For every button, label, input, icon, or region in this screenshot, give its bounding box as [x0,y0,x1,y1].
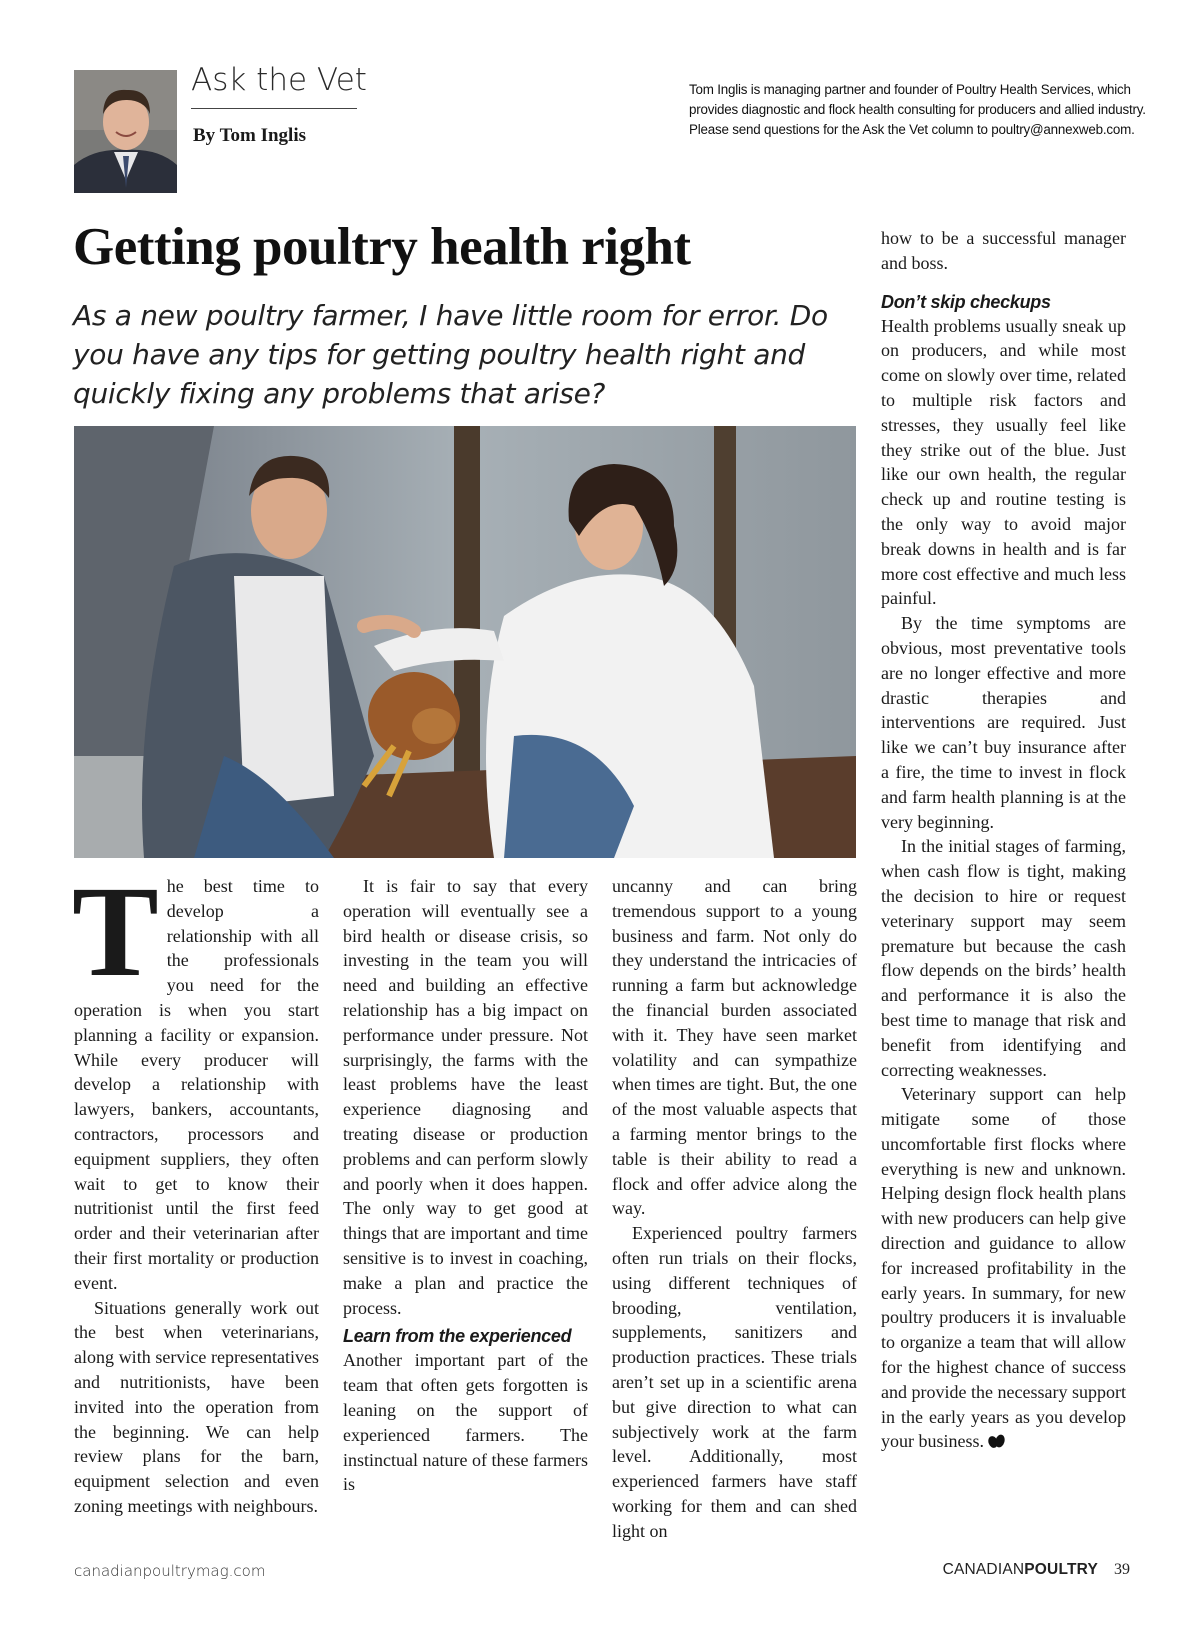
body-paragraph: In the initial stages of farming, when cash flow is tight, making the decision to hire or request veterinary support may seem premature but because the cash flow depends on the birds’ health and performance it is also the best time to manage that risk and benefit from identifying and correcting weaknesses. [881,836,1126,1080]
farmer-and-vet-with-chicken-image [74,426,856,858]
author-photo [74,70,177,193]
article-column-4 [881,226,1126,1454]
byline: By Tom Inglis [193,125,306,146]
body-paragraph-final [881,1082,1126,1454]
drop-cap: T [72,860,159,1004]
title-divider [191,108,357,109]
body-paragraph: Another important part of the team that often gets forgotten is leaning on the support of experienced farmers. The instinctual nature of these farmers is [343,1350,588,1495]
section-heading-learn-from-the-experienced: Learn from the experienced [343,1326,572,1347]
footer-magazine [943,1561,1130,1579]
column-title: Ask the Vet [191,62,367,98]
body-paragraph: Experienced poultry farmers often run trials on their flocks, using different techniques of brooding, ventilation, supplements, sanitizers and production practices. These trials aren’t set up in a scientific arena but give direction to what can subjectively work at the farm level. Additionally, most experienced farmers have staff working for them and can shed light on [612,1223,857,1541]
body-paragraph: how to be a successful manager and boss. [881,228,1126,273]
article-column-2 [343,874,588,1497]
hero-photo [74,426,856,858]
reader-question: As a new poultry farmer, I have little room for error. Do you have any tips for getting poultry health right and quickly fixing any problems that arise? [73,299,828,410]
body-paragraph: It is fair to say that every operation will eventually see a bird health or disease crisis, so investing in the team you will need and building an effective relationship has a big impact on performance under pressure. Not surprisingly, the farms with the least problems have the least experience diagnosing and treating disease or production problems and can perform slowly and poorly when it does happen. The only way to get good at things that are important and time sensitive is to invest in coaching, make a plan and practice the process. [343,876,588,1318]
author-bio: Tom Inglis is managing partner and founder of Poultry Health Services, which provides diagnostic and flock health consulting for producers and allied industry. Please send questions for the Ask the Vet column to poultry@annexweb.com. [689,82,1146,137]
footer-website: canadianpoultrymag.com [74,1562,266,1580]
magazine-name-part-2: POULTRY [1024,1561,1098,1578]
end-of-article-icon [988,1433,1005,1449]
page-number: 39 [1114,1561,1130,1578]
magazine-name-part-1: CANADIAN [942,1561,1025,1578]
body-paragraph: By the time symptoms are obvious, most preventative tools are no longer effective and more drastic therapies and interventions are required. Just like we can’t buy insurance after a fire, the time to invest in flock and farm health planning is at the very beginning. [881,613,1126,832]
author-portrait-image [74,70,177,193]
section-heading-dont-skip-checkups: Don’t skip checkups [881,291,1051,312]
article-column-3 [612,874,857,1544]
headline: Getting poultry health right [73,218,691,276]
body-paragraph: Situations generally work out the best when veterinarians, along with service representatives and nutritionists, have been invited into the operation from the beginning. We can help review plans for the barn, equipment selection and even zoning meetings with neighbours. [74,1297,319,1516]
body-paragraph: he best time to develop a relationship with all the professionals you need for the operation is when you start planning a facility or expansion. While every producer will develop a relationship with lawyers, bankers, accountants, contractors, processors and equipment suppliers, they often wait to get to know their nutritionist until the first feed order and their veterinarian after their first mortality or production event. [74,876,319,1293]
body-paragraph-text: Veterinary support can help mitigate some of those uncomfortable first flocks where everything is new and unknown. Helping design flock health plans with new producers can help give direction and guidance to allow for increased profitability in the early years. In summary, for new poultry producers it is invaluable to organize a team that will allow for the highest chance of success and provide the necessary support in the early years as you develop your business. [881,1084,1126,1452]
article-column-1 [72,860,319,1519]
body-paragraph: Health problems usually sneak up on producers, and while most come on slowly over time, related to multiple risk factors and stresses, they usually feel like they strike out of the blue. Just like our own health, the regular check up and routine testing is the only way to avoid major break downs in health and is far more cost effective and much less painful. [881,315,1126,609]
body-paragraph: uncanny and can bring tremendous support to a young business and farm. Not only do they understand the intricacies of running a farm but acknowledge the financial burden associated with it. They have seen market volatility and can sympathize when times are tight. But, the one of the most valuable aspects that a farming mentor brings to the table is their ability to read a flock and offer advice along the way. [612,876,857,1219]
